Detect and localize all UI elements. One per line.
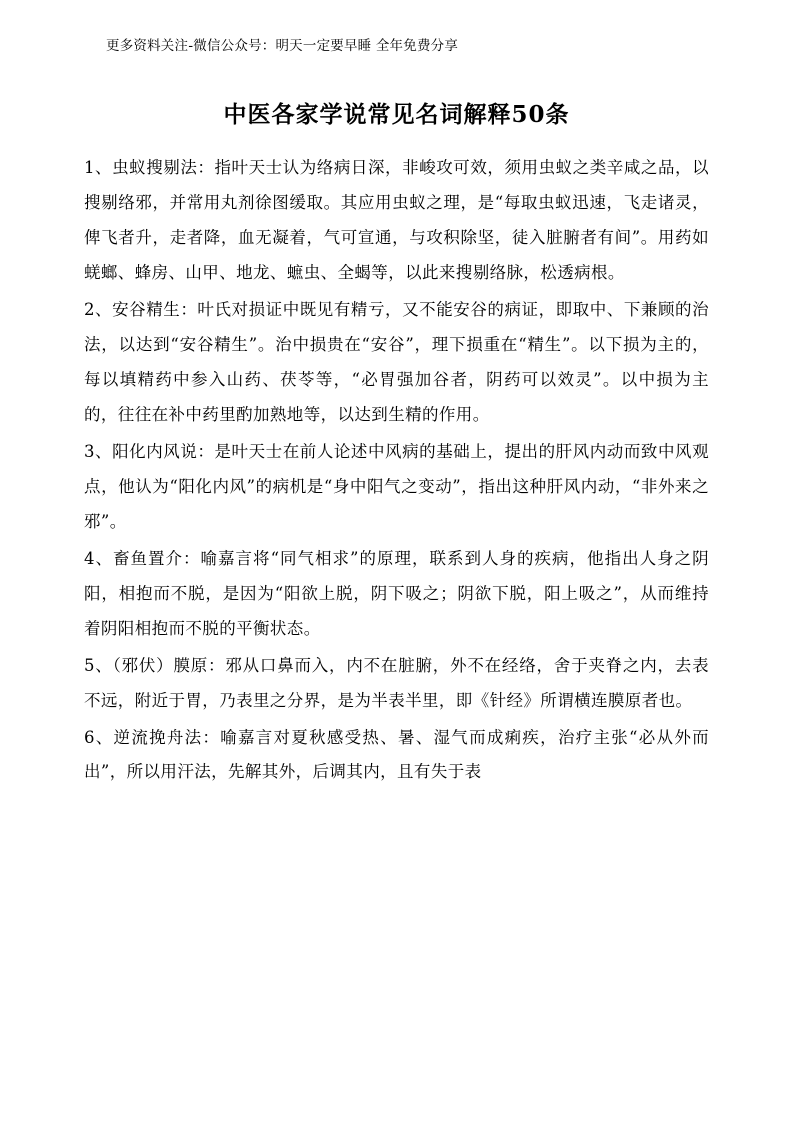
page-title: 中医各家学说常见名词解释50条: [223, 101, 570, 128]
paragraph: 5、（邪伏）膜原：邪从口鼻而入，内不在脏腑，外不在经络，舍于夹脊之内，去表不远，附近于胃，乃表里之分界，是为半表半里，即《针经》所谓横连膜原者也。: [84, 655, 709, 710]
paragraph: 1、虫蚁搜剔法：指叶天士认为络病日深，非峻攻可效，须用虫蚁之类辛咸之品，以搜剔络邪，并常用丸剂徐图缓取。其应用虫蚁之理，是“每取虫蚁迅速，飞走诸灵，俾飞者升，走者降，血无凝着，气可宣通，与攻积除坚，徒入脏腑者有间”。用药如蜣螂、蜂房、山甲、地龙、蟅虫、全蝎等，以此来搜剔络脉，松透病根。: [84, 158, 709, 282]
paragraph: 4、畜鱼置介：喻嘉言将“同气相求”的原理，联系到人身的疾病，他指出人身之阴阳，相抱而不脱，是因为“阳欲上脱，阴下吸之；阴欲下脱，阳上吸之”，从而维持着阴阳相抱而不脱的平衡状态。: [84, 548, 709, 638]
paragraph: 3、阳化内风说：是叶天士在前人论述中风病的基础上，提出的肝风内动而致中风观点，他认为“阳化内风”的病机是“身中阳气之变动”，指出这种肝风内动，“非外来之邪”。: [84, 441, 709, 531]
paragraph: 6、逆流挽舟法：喻嘉言对夏秋感受热、暑、湿气而成痢疾，治疗主张“必从外而出”，所以用汗法，先解其外，后调其内，且有失于表: [84, 727, 709, 782]
header-promo-note: 更多资料关注-微信公众号：明天一定要早睡 全年免费分享: [106, 38, 459, 54]
paragraph: 2、安谷精生：叶氏对损证中既见有精亏，又不能安谷的病证，即取中、下兼顾的治法，以达到“安谷精生”。治中损贵在“安谷”，理下损重在“精生”。以下损为主的，每以填精药中参入山药、茯苓等，“必胃强加谷者，阴药可以效灵”。以中损为主的，往往在补中药里酌加熟地等，以达到生精的作用。: [84, 299, 709, 424]
document-body: [84, 151, 709, 790]
